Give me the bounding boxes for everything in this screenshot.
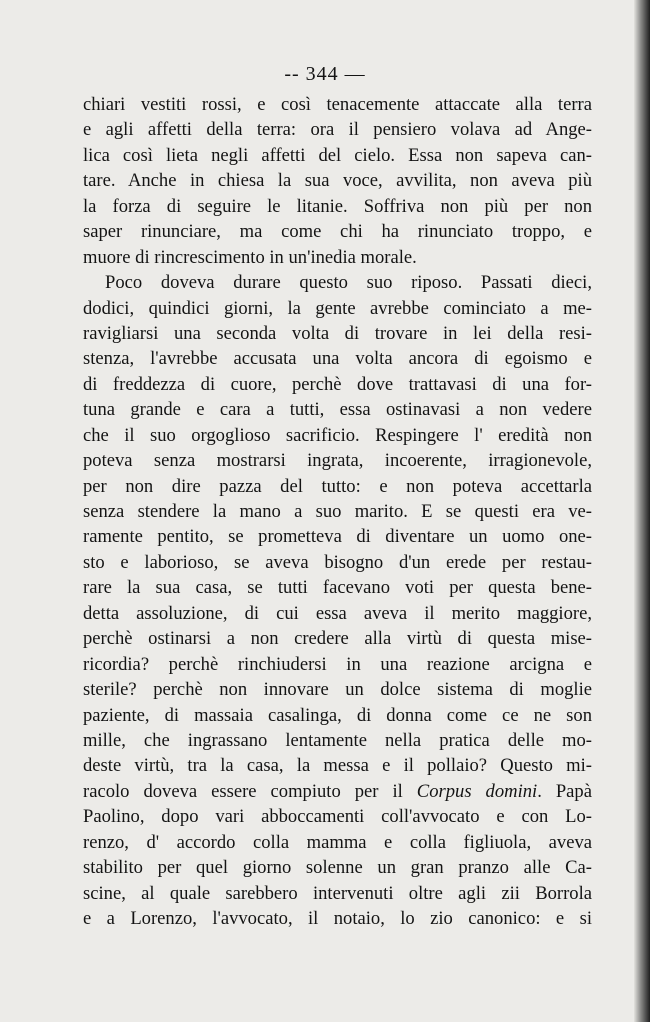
text-line: rare la sua casa, se tutti facevano voti per questa bene- <box>83 577 592 599</box>
text-line: perchè ostinarsi a non credere alla virtù di questa mise- <box>83 628 592 650</box>
page-edge-shadow <box>634 0 650 1022</box>
text-line: per non dire pazza del tutto: e non poteva accettarla <box>83 475 592 497</box>
text-line: racolo doveva essere compiuto per il Corpus domini. Papà <box>83 780 592 802</box>
text-line: sto e laborioso, se aveva bisogno d'un erede per restau- <box>83 551 592 573</box>
text-line: saper rinunciare, ma come chi ha rinunciato troppo, e <box>83 221 592 243</box>
text-line: scine, al quale sarebbero intervenuti oltre agli zii Borrola <box>83 882 592 904</box>
text-line: ricordia? perchè rinchiudersi in una reazione arcigna e <box>83 653 592 675</box>
text-line: paziente, di massaia casalinga, di donna come ce ne son <box>83 704 592 726</box>
text-line: stabilito per quel giorno solenne un gran pranzo alle Ca- <box>83 857 592 879</box>
text-line: muore di rincrescimento in un'inedia morale. <box>83 246 417 268</box>
page-number-header: -- 344 — <box>284 63 366 85</box>
text-line: sterile? perchè non innovare un dolce sistema di moglie <box>83 679 592 701</box>
text-line: senza stendere la mano a suo marito. E se questi era ve- <box>83 501 592 522</box>
text-line: poteva senza mostrarsi ingrata, incoerente, irragionevole, <box>83 450 592 472</box>
text-line: chiari vestiti rossi, e così tenacemente attaccate alla terra <box>83 94 592 115</box>
text-line: e agli affetti della terra: ora il pensiero volava ad Ange- <box>83 119 592 141</box>
text-line: tare. Anche in chiesa la sua voce, avvilita, non aveva più <box>83 170 592 192</box>
text-line: di freddezza di cuore, perchè dove trattavasi di una for- <box>83 373 592 395</box>
text-line: che il suo orgoglioso sacrificio. Respingere l' eredità non <box>83 424 592 446</box>
text-line: tuna grande e cara a tutti, essa ostinavasi a non vedere <box>83 399 592 421</box>
text-line: detta assoluzione, di cui essa aveva il merito maggiore, <box>83 602 592 624</box>
body-text <box>83 92 592 931</box>
text-line: ramente pentito, se prometteva di diventare un uomo one- <box>83 526 592 548</box>
text-line: Paolino, dopo vari abboccamenti coll'avvocato e con Lo- <box>83 806 592 828</box>
text-line: ravigliarsi una seconda volta di trovare in lei della resi- <box>83 322 592 344</box>
text-line: e a Lorenzo, l'avvocato, il notaio, lo zio canonico: e si <box>83 908 592 929</box>
text-line: renzo, d' accordo colla mamma e colla figliuola, aveva <box>83 831 592 853</box>
text-line: lica così lieta negli affetti del cielo. Essa non sapeva can- <box>83 144 592 166</box>
text-line: la forza di seguire le litanie. Soffriva non più per non <box>83 195 592 217</box>
text-line: dodici, quindici giorni, la gente avrebbe cominciato a me- <box>83 297 592 319</box>
text-line: Poco doveva durare questo suo riposo. Passati dieci, <box>105 272 592 294</box>
text-line: stenza, l'avrebbe accusata una volta ancora di egoismo e <box>83 348 592 370</box>
text-line: mille, che ingrassano lentamente nella pratica delle mo- <box>83 729 592 751</box>
text-line: deste virtù, tra la casa, la messa e il pollaio? Questo mi- <box>83 755 592 777</box>
